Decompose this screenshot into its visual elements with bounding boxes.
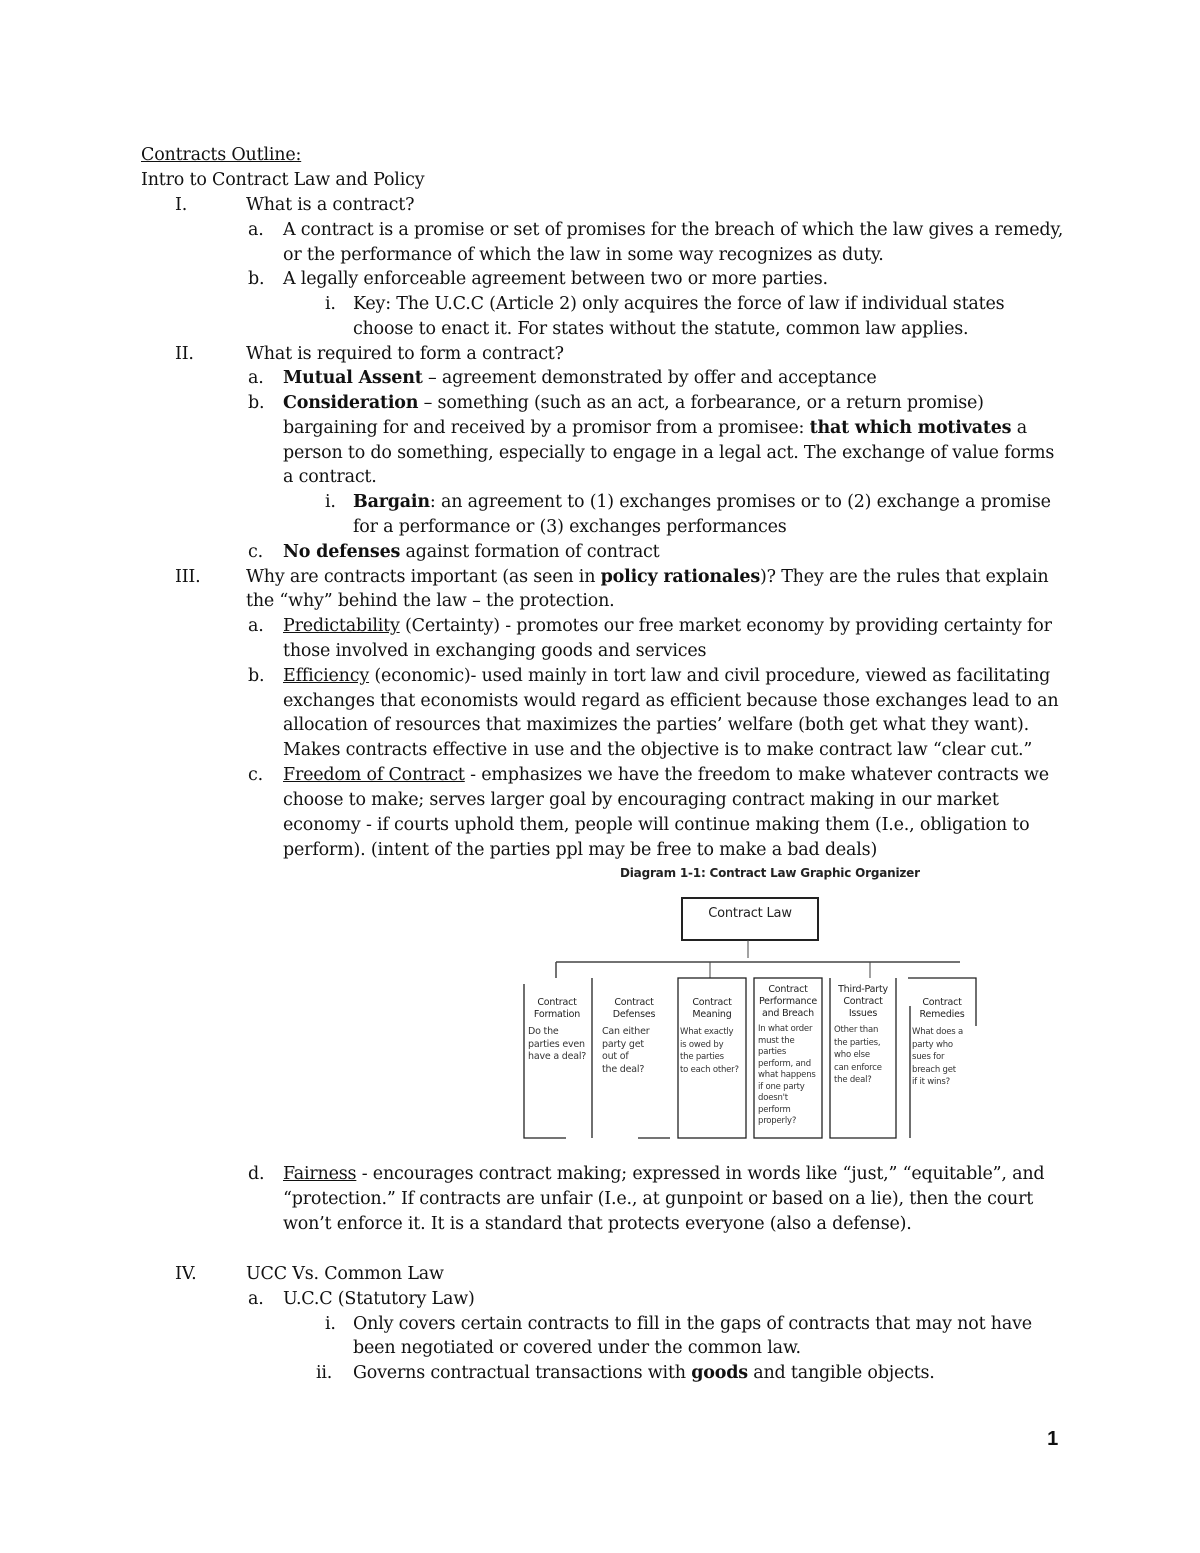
- diagram-box-text: What exactly is owed by the parties to each other?: [680, 1027, 739, 1075]
- outline-text: choose to enact it. For states without the statute, common law applies.: [353, 319, 969, 339]
- diagram-box-label: Contract Defenses: [612, 997, 656, 1020]
- bold-term: that which motivates: [809, 418, 1012, 438]
- contract-law-diagram: [520, 866, 990, 1146]
- bold-term: goods: [691, 1363, 748, 1383]
- diagram-box-label: Contract Meaning: [692, 997, 732, 1020]
- bold-term: Bargain: [353, 492, 430, 512]
- outline-text: Predictability (Certainty) - promotes our free market economy by providing certainty for: [283, 616, 1052, 636]
- list-marker: c.: [248, 765, 263, 785]
- outline-text: Mutual Assent – agreement demonstrated by offer and acceptance: [283, 368, 877, 388]
- list-marker: i.: [325, 492, 336, 512]
- list-marker: b.: [248, 393, 265, 413]
- outline-text: Fairness - encourages contract making; expressed in words like “just,” “equitable”, and: [283, 1164, 1045, 1184]
- underlined-term: Efficiency: [283, 666, 370, 686]
- section-heading: Why are contracts important (as seen in policy rationales)? They are the rules that explain: [246, 567, 1049, 587]
- document-title: Contracts Outline:: [141, 145, 302, 165]
- outline-text: U.C.C (Statutory Law): [283, 1289, 475, 1309]
- outline-text: those involved in exchanging goods and services: [283, 641, 707, 661]
- outline-text: choose to make; serves larger goal by encouraging contract making in our market: [283, 790, 999, 810]
- underlined-term: Freedom of Contract: [283, 765, 465, 785]
- list-marker: a.: [248, 616, 264, 636]
- outline-text: Freedom of Contract - emphasizes we have the freedom to make whatever contracts we: [283, 765, 1049, 785]
- underlined-term: Fairness: [283, 1164, 357, 1184]
- diagram-title: Diagram 1-1: Contract Law Graphic Organizer: [620, 866, 920, 880]
- outline-text: “protection.” If contracts are unfair (I.e., at gunpoint or based on a lie), then the court: [283, 1189, 1034, 1209]
- diagram-box-label: Contract Performance and Breach: [758, 984, 817, 1019]
- list-marker: a.: [248, 220, 264, 240]
- outline-text: perform). (intent of the parties ppl may be free to make a bad deals): [283, 840, 878, 860]
- list-marker: c.: [248, 542, 263, 562]
- section-heading: What is required to form a contract?: [246, 344, 564, 364]
- list-marker: ii.: [316, 1363, 333, 1383]
- list-marker: d.: [248, 1164, 265, 1184]
- outline-text: Consideration – something (such as an act, a forbearance, or a return promise): [283, 393, 984, 413]
- diagram-box-label: Third-Party Contract Issues: [838, 984, 888, 1019]
- list-marker: b.: [248, 269, 265, 289]
- outline-text: A contract is a promise or set of promises for the breach of which the law gives a remedy,: [283, 220, 1064, 240]
- diagram-box-text: In what order must the parties perform, and what happens if one party doesn't perform properly?: [758, 1024, 816, 1126]
- diagram-box-text: Do the parties even have a deal?: [528, 1026, 587, 1062]
- outline-text: Makes contracts effective in use and the objective is to make contract law “clear cut.”: [283, 740, 1033, 760]
- outline-text: person to do something, especially to engage in a legal act. The exchange of value forms: [283, 443, 1055, 463]
- section-heading: UCC Vs. Common Law: [246, 1264, 444, 1284]
- section-number: I.: [175, 195, 188, 215]
- section-number: II.: [175, 344, 194, 364]
- list-marker: a.: [248, 368, 264, 388]
- outline-text: a contract.: [283, 467, 377, 487]
- outline-text: Key: The U.C.C (Article 2) only acquires the force of law if individual states: [353, 294, 1005, 314]
- list-marker: i.: [325, 294, 336, 314]
- list-marker: i.: [325, 1314, 336, 1334]
- bold-term: No defenses: [283, 542, 401, 562]
- outline-text: been negotiated or covered under the common law.: [353, 1338, 801, 1358]
- bold-term: Mutual Assent: [283, 368, 423, 388]
- page-number: 1: [1047, 1428, 1058, 1450]
- outline-text: allocation of resources that maximizes the parties’ welfare (both get what they want).: [283, 715, 1030, 735]
- outline-text: economy - if courts uphold them, people will continue making them (I.e., obligation to: [283, 815, 1030, 835]
- outline-text: Bargain: an agreement to (1) exchanges promises or to (2) exchange a promise: [353, 492, 1051, 512]
- underlined-term: Predictability: [283, 616, 400, 636]
- outline-text: or the performance of which the law in some way recognizes as duty.: [283, 245, 884, 265]
- bold-term: Consideration: [283, 393, 419, 413]
- diagram-box-label: Contract Formation: [533, 997, 581, 1020]
- section-number: III.: [175, 567, 201, 587]
- section-heading: What is a contract?: [246, 195, 415, 215]
- outline-text: Efficiency (economic)- used mainly in tort law and civil procedure, viewed as facilitating: [283, 666, 1051, 686]
- diagram-box-text: What does a party who sues for breach get if it wins?: [912, 1027, 963, 1087]
- diagram-box-label: Contract Remedies: [919, 997, 965, 1020]
- diagram-box-text: Other than the parties, who else can enforce the deal?: [834, 1025, 882, 1085]
- outline-text: No defenses against formation of contract: [283, 542, 660, 562]
- outline-text: A legally enforceable agreement between two or more parties.: [283, 269, 828, 289]
- outline-text: exchanges that economists would regard as efficient because those exchanges lead to an: [283, 691, 1059, 711]
- outline-text: for a performance or (3) exchanges performances: [353, 517, 787, 537]
- outline-text: Only covers certain contracts to fill in the gaps of contracts that may not have: [353, 1314, 1032, 1334]
- outline-text: the “why” behind the law – the protection.: [246, 591, 615, 611]
- list-marker: b.: [248, 666, 265, 686]
- outline-text: bargaining for and received by a promisor from a promisee: that which motivates a: [283, 418, 1027, 438]
- diagram-root-label: Contract Law: [708, 906, 792, 921]
- diagram-box-text: Can either party get out of the deal?: [602, 1026, 650, 1075]
- list-marker: a.: [248, 1289, 264, 1309]
- document-subtitle: Intro to Contract Law and Policy: [141, 170, 425, 190]
- section-number: IV.: [175, 1264, 197, 1284]
- outline-text: Governs contractual transactions with goods and tangible objects.: [353, 1363, 935, 1383]
- bold-term: policy rationales: [600, 567, 761, 587]
- outline-text: won’t enforce it. It is a standard that protects everyone (also a defense).: [283, 1214, 912, 1234]
